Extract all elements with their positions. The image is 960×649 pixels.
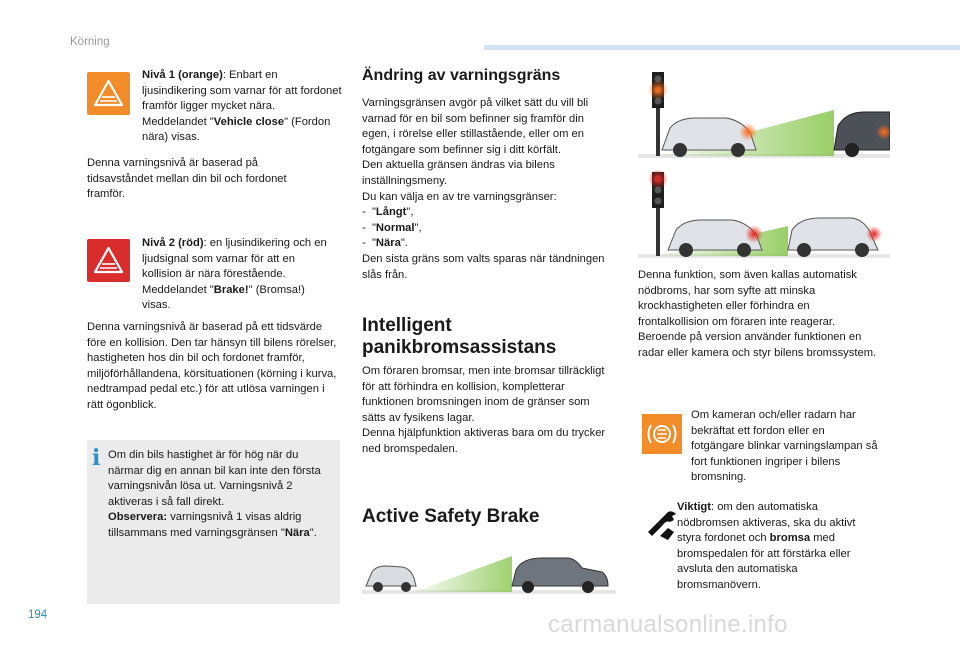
level2-title: Nivå 2 (röd) bbox=[142, 237, 204, 249]
important-text: Viktigt: om den automatiska nödbromsen aktiveras, ska du aktivt styra fordonet och bromsa med bromspedalen för att förstärka eller avsluta den automatiska bromsmanövern. bbox=[677, 501, 856, 591]
header-bar bbox=[484, 45, 960, 50]
info-icon: i bbox=[92, 445, 101, 471]
page-number: 194 bbox=[28, 609, 48, 621]
aeb-description: Denna funktion, som även kallas automatisk nödbroms, har som syfte att minska krockhastigheten eller förhindra en frontalkollision om föraren inte reagerar. Beroende på version använder funktionen en radar eller kamera och styr bilens bromssystem. bbox=[638, 269, 877, 359]
level2-warning-icon bbox=[87, 239, 130, 282]
info-text: Om din bils hastighet är för hög när du närmar dig en annan bil kan inte den första varningsnivån lösa ut. Varningsnivå 2 aktiveras i så fall direkt. Observera: varningsnivå 1 visas aldrig tillsammans med varningsgränsen "Nära". bbox=[108, 449, 321, 539]
option-item: - "Normal", bbox=[362, 221, 422, 234]
level1-title: Nivå 1 (orange) bbox=[142, 69, 223, 81]
info-note-label: Observera: bbox=[108, 511, 168, 524]
option-item: - "Nära". bbox=[362, 237, 408, 250]
watermark: carmanualsonline.info bbox=[548, 611, 788, 638]
level2-explanation: Denna varningsnivå är baserad på ett tidsvärde före en kollision. Den tar hänsyn till bilens rörelser, hastigheten hos din bil och fordonet framför, miljöförhållandena, körsituationen (körning i kurva, nedtrampad pedal etc.) för att utlösa varningen i rätt ögonblick. bbox=[87, 321, 337, 411]
option-item: - "Långt", bbox=[362, 206, 414, 219]
panic-brake-body: Om föraren bromsar, men inte bromsar tillräckligt för att förhindra en kollision, kompletterar funktionen bromsningen inom de gränser som sätts av fysikens lagar. Denna hjälpfunktion aktiveras bara om du trycker ned bromspedalen. bbox=[362, 365, 606, 455]
traffic-light-illustration-2 bbox=[638, 170, 890, 260]
warning-triangle-icon bbox=[87, 72, 130, 115]
threshold-heading: Ändring av varningsgräns bbox=[362, 67, 561, 84]
level1-text: Nivå 1 (orange): Enbart en ljusindikering som varnar för att fordonet framför ligger mycket nära. Meddelandet "Vehicle close" (Fordon nära) visas. bbox=[142, 69, 342, 144]
warning-triangle-icon bbox=[87, 239, 130, 282]
threshold-body: Varningsgränsen avgör på vilket sätt du vill bli varnad för en bil som befinner sig framför din egen, i rörelse eller stillastående, eller om en fotgängare som befinner sig i ditt körfält. Den aktuella gränsen ändras via bilens inställningsmeny. Du kan välja en av tre varningsgränser: - "Långt", - "Normal", - "Nära". Den sista gräns som valts sparas när tändningen slås från. bbox=[362, 96, 610, 283]
level1-explanation: Denna varningsnivå är baserad på tidsavståndet mellan din bil och fordonet framför. bbox=[87, 157, 287, 201]
level1-warning-icon bbox=[87, 72, 130, 115]
important-label: Viktigt bbox=[677, 501, 711, 513]
section-header-title: Körning bbox=[70, 36, 110, 48]
active-safety-brake-illustration bbox=[362, 550, 616, 596]
panic-brake-heading: Intelligent panikbromsassistans bbox=[362, 315, 557, 358]
wrench-hand-icon bbox=[644, 506, 680, 542]
traffic-light-illustration bbox=[638, 70, 890, 160]
level2-text: Nivå 2 (röd): en ljusindikering och en ljudsignal som varnar för att en kollision är nära förestående. Meddelandet "Brake!" (Bromsa!) visas. bbox=[142, 237, 327, 312]
active-safety-brake-heading: Active Safety Brake bbox=[362, 506, 540, 527]
camera-radar-text: Om kameran och/eller radarn har bekräftat ett fordon eller en fotgängare blinkar varningslampan så fort funktionen ingriper i bilens bromsning. bbox=[691, 409, 878, 484]
brake-warning-icon bbox=[642, 414, 682, 454]
